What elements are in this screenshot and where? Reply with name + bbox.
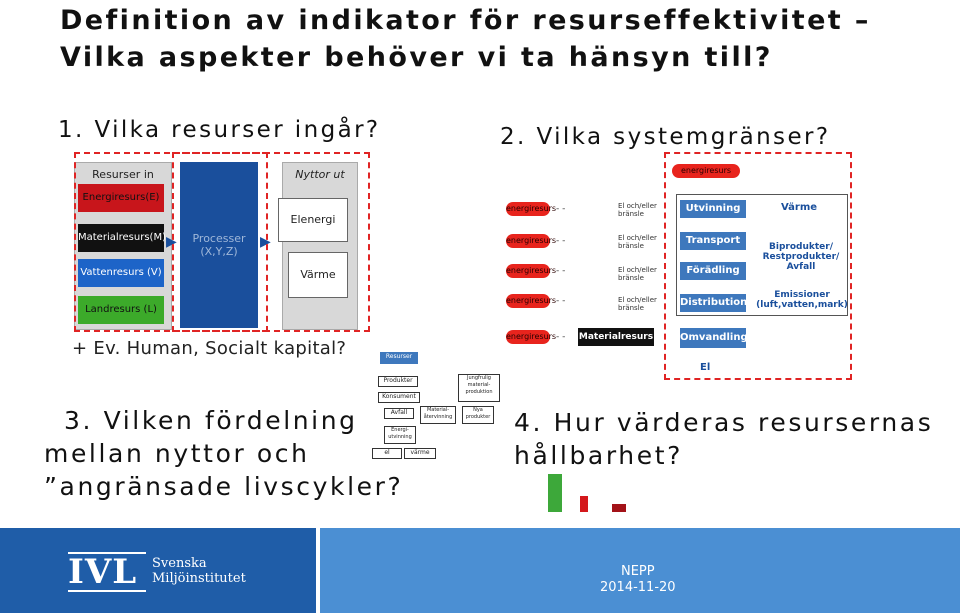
question-4: 4. Hur värderas resursernas hållbarhet?	[514, 408, 934, 470]
fuel-label: El och/eller bränsle	[618, 234, 657, 250]
heat-output-box: Värme	[288, 252, 348, 298]
fuel-label: El och/eller bränsle	[618, 202, 657, 218]
dashed-arrow-icon: - -	[556, 204, 566, 214]
emissions-label: Emissioner (luft,vatten,mark)	[756, 290, 848, 310]
energy-resource-pill: energiresurs	[506, 330, 550, 344]
energy-extraction-node: Energi- utvinning	[384, 426, 416, 444]
dashed-arrow-icon: - -	[556, 236, 566, 246]
question-1: 1. Vilka resurser ingår?	[58, 117, 381, 143]
question-2: 2. Vilka systemgränser?	[500, 124, 831, 150]
refining-box: Förädling	[680, 262, 746, 280]
electricity-output-box: Elenergi	[278, 198, 348, 242]
products-node: Produkter	[378, 376, 418, 387]
byproducts-label: Biprodukter/ Restprodukter/ Avfall	[762, 242, 840, 272]
energy-resource-pill: energiresurs	[506, 294, 550, 308]
footer-left	[0, 528, 316, 613]
material-resource-box: Materialresurs	[578, 328, 654, 346]
land-resource-box: Landresurs (L)	[78, 296, 164, 324]
resources-node: Resurser	[380, 352, 418, 364]
electricity-label: El	[700, 362, 711, 373]
arrow-right-icon: ▶	[260, 234, 271, 250]
green-bar	[548, 474, 562, 512]
org-name: Svenska Miljöinstitutet	[152, 556, 246, 586]
recycling-node: Material- återvinning	[420, 406, 456, 424]
energy-resource-pill: energiresurs	[506, 234, 550, 248]
virgin-production-node: Jungfrulig material- produktion	[458, 374, 500, 402]
material-resource-box: Materialresurs(M)	[78, 224, 164, 252]
energy-resource-box: Energiresurs(E)	[78, 184, 164, 212]
page-title: Definition av indikator för resurseffektivitet – Vilka aspekter behöver vi ta hänsyn till?	[60, 5, 871, 73]
dashed-arrow-icon: - -	[556, 296, 566, 306]
heat-node: värme	[404, 448, 436, 459]
social-capital-note: + Ev. Human, Socialt kapital?	[72, 338, 347, 359]
arrow-right-icon: ▶	[166, 234, 177, 250]
transport-box: Transport	[680, 232, 746, 250]
energy-resource-pill: energiresurs	[506, 264, 550, 278]
system-boundary-diagram	[504, 150, 854, 380]
dashed-arrow-icon: - -	[556, 266, 566, 276]
conversion-box: Omvandling	[680, 328, 746, 348]
electricity-node: el	[372, 448, 402, 459]
resources-in-label: Resurser in	[92, 168, 154, 181]
red-bar	[580, 496, 588, 512]
consumer-node: Konsument	[378, 392, 420, 403]
distribution-box: Distribution	[680, 294, 746, 312]
dark-red-bar	[612, 504, 626, 512]
dashed-arrow-icon: - -	[556, 332, 566, 342]
extraction-box: Utvinning	[680, 200, 746, 218]
highlight-frame	[172, 152, 268, 332]
fuel-label: El och/eller bränsle	[618, 266, 657, 282]
fuel-label: El och/eller bränsle	[618, 296, 657, 312]
question-3: 3. Vilken fördelning mellan nyttor och ”angränsade livscykler?	[44, 406, 404, 501]
waste-node: Avfall	[384, 408, 414, 419]
logo-mark: IVL	[68, 552, 146, 592]
footer-right	[320, 528, 960, 613]
ivl-logo	[68, 552, 146, 592]
water-resource-box: Vattenresurs (V)	[78, 259, 164, 287]
process-label: Processer (X,Y,Z)	[192, 232, 246, 258]
bar-illustration	[538, 466, 638, 512]
new-products-node: Nya produkter	[462, 406, 494, 424]
heat-label: Värme	[780, 202, 818, 213]
energy-resource-pill: energiresurs	[672, 164, 740, 178]
benefits-out-label: Nyttor ut	[295, 168, 345, 181]
footer-meta: NEPP 2014-11-20	[600, 564, 676, 595]
energy-resource-pill: energiresurs	[506, 202, 550, 216]
